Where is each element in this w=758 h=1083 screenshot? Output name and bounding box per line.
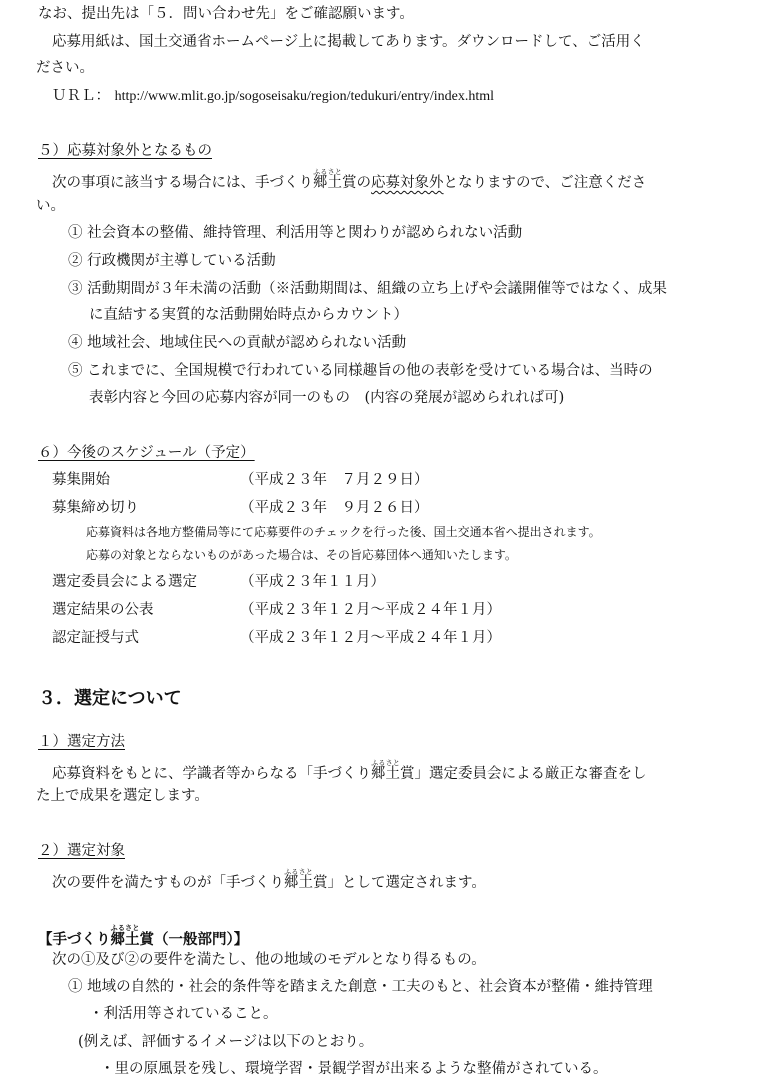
furigana-kyodo: 郷土ふるさと: [110, 923, 140, 948]
furigana-kyodo: 郷土ふるさと: [313, 168, 342, 191]
target-heading: ２）選定対象: [38, 843, 125, 859]
furigana-kyodo: 郷土ふるさと: [284, 868, 313, 891]
furigana-kyodo: 郷土ふるさと: [371, 759, 400, 782]
exclusion-item-5-cont: 表彰内容と今回の応募内容が同一のもの (内容の発展が認められれば可): [89, 390, 565, 406]
exclusion-item-3: ③ 活動期間が３年未満の活動（※活動期間は、組織の立ち上げや会議開催等ではなく、成果: [68, 281, 667, 297]
general-example-intro: (例えば、評価するイメージは以下のとおり。: [78, 1034, 374, 1050]
general-division-heading: 【手づくり郷土ふるさと賞（一般部門）】: [38, 923, 249, 948]
submission-note: なお、提出先は「５．問い合わせ先」をご確認願います。: [38, 6, 414, 22]
url-link[interactable]: http://www.mlit.go.jp/sogoseisaku/region/tedukuri/entry/index.html: [114, 89, 494, 104]
section5-intro-line2: い。: [36, 198, 65, 214]
chapter3-title: ３．選定について: [38, 688, 182, 709]
exclusion-item-1: ① 社会資本の整備、維持管理、利活用等と関わりが認められない活動: [68, 225, 523, 241]
general-item-1-cont: ・利活用等されていること。: [89, 1006, 278, 1022]
general-intro: 次の①及び②の要件を満たし、他の地域のモデルとなり得るもの。: [52, 952, 486, 968]
form-note-line1: 応募用紙は、国土交通省ホームページ上に掲載してあります。ダウンロードして、ご活用く: [52, 34, 645, 50]
method-heading: １）選定方法: [38, 734, 125, 750]
section6-heading: ６）今後のスケジュール（予定）: [38, 445, 255, 461]
method-line2: た上で成果を選定します。: [36, 788, 209, 804]
general-example-1: ・里の原風景を残し、環境学習・景観学習が出来るような整備がされている。: [100, 1061, 608, 1077]
section5-intro-line1: 次の事項に該当する場合には、手づくり郷土ふるさと賞の応募対象外となりますので、ご注意くださ: [52, 168, 647, 191]
schedule-row-2: 募集締め切り （平成２３年 ９月２６日）: [52, 500, 429, 516]
schedule-row-4: 選定結果の公表 （平成２３年１２月～平成２４年１月）: [52, 602, 501, 618]
schedule-note-2: 応募の対象とならないものがあった場合は、その旨応募団体へ通知いたします。: [86, 548, 517, 562]
url-label: ＵＲＬ：: [52, 88, 110, 104]
url-row: [52, 86, 494, 106]
schedule-row-1: 募集開始 （平成２３年 ７月２９日）: [52, 472, 429, 488]
exclusion-item-2: ② 行政機関が主導している活動: [68, 253, 276, 269]
schedule-row-3: 選定委員会による選定 （平成２３年１１月）: [52, 574, 385, 590]
section5-heading: ５）応募対象外となるもの: [38, 143, 212, 159]
general-item-1: ① 地域の自然的・社会的条件等を踏まえた創意・工夫のもと、社会資本が整備・維持管理: [68, 979, 653, 995]
target-line1: 次の要件を満たすものが「手づくり郷土ふるさと賞」として選定されます。: [52, 868, 486, 891]
exclusion-item-3-cont: に直結する実質的な活動開始時点からカウント）: [89, 307, 408, 323]
schedule-note-1: 応募資料は各地方整備局等にて応募要件のチェックを行った後、国土交通本省へ提出されます。: [86, 525, 601, 539]
exclusion-item-4: ④ 地域社会、地域住民への貢献が認められない活動: [68, 335, 407, 351]
form-note-line2: ださい。: [36, 60, 94, 76]
method-line1: 応募資料をもとに、学識者等からなる「手づくり郷土ふるさと賞」選定委員会による厳正な審査をし: [52, 759, 647, 782]
exclusion-item-5: ⑤ これまでに、全国規模で行われている同様趣旨の他の表彰を受けている場合は、当時の: [68, 363, 653, 379]
schedule-row-5: 認定証授与式 （平成２３年１２月～平成２４年１月）: [52, 630, 501, 646]
excluded-term: 応募対象外: [371, 175, 444, 191]
